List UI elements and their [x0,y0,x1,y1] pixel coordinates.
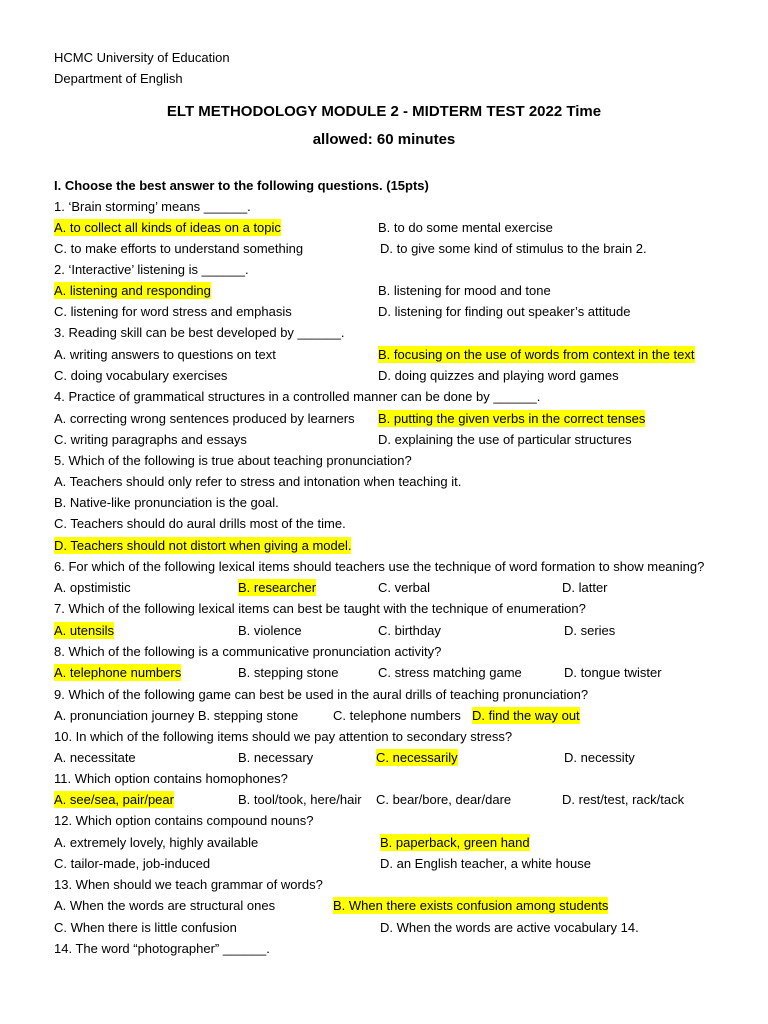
q12-option-c: C. tailor-made, job-induced [54,856,211,871]
q6-option-c: C. verbal [378,580,431,595]
q8-option-b: B. stepping stone [238,665,339,680]
q2-option-b: B. listening for mood and tone [378,283,551,298]
q3-option-b: B. focusing on the use of words from context in the text [378,347,695,362]
question-2: 2. ‘Interactive’ listening is ______. [54,262,249,277]
q13-option-b: B. When there exists confusion among students [333,898,609,913]
q1-option-d: D. to give some kind of stimulus to the brain 2. [380,241,647,256]
q8-option-a: A. telephone numbers [54,665,182,680]
q1-option-a: A. to collect all kinds of ideas on a topic [54,220,281,235]
question-6: 6. For which of the following lexical items should teachers use the technique of word formation to show meaning? [54,559,705,574]
q4-option-b: B. putting the given verbs in the correct tenses [378,411,646,426]
q5-option-b: B. Native-like pronunciation is the goal. [54,495,279,510]
test-title-line2: allowed: 60 minutes [312,131,456,148]
q5-option-c: C. Teachers should do aural drills most of the time. [54,516,346,531]
question-7: 7. Which of the following lexical items can best be taught with the technique of enumeration? [54,601,586,616]
q11-option-c: C. bear/bore, dear/dare [376,792,512,807]
q12-option-d: D. an English teacher, a white house [380,856,592,871]
q8-option-c: C. stress matching game [378,665,522,680]
q12-option-a: A. extremely lovely, highly available [54,835,259,850]
q5-option-d: D. Teachers should not distort when giving a model. [54,538,352,553]
q11-option-a: A. see/sea, pair/pear [54,792,174,807]
question-4: 4. Practice of grammatical structures in a controlled manner can be done by ______. [54,389,541,404]
q11-option-b: B. tool/took, here/hair [238,792,362,807]
q1-option-c: C. to make efforts to understand something [54,241,304,256]
q7-option-d: D. series [564,623,616,638]
q13-option-a: A. When the words are structural ones [54,898,276,913]
q6-option-a: A. opstimistic [54,580,131,595]
q5-option-a: A. Teachers should only refer to stress and intonation when teaching it. [54,474,462,489]
university-name: HCMC University of Education [54,50,230,65]
question-3: 3. Reading skill can be best developed by ______. [54,325,345,340]
q2-option-d: D. listening for finding out speaker’s attitude [378,304,631,319]
q2-option-a: A. listening and responding [54,283,211,298]
question-10: 10. In which of the following items should we pay attention to secondary stress? [54,729,513,744]
question-8: 8. Which of the following is a communicative pronunciation activity? [54,644,442,659]
test-title-line1: ELT METHODOLOGY MODULE 2 - MIDTERM TEST 2022 Time [166,103,602,120]
question-13: 13. When should we teach grammar of words? [54,877,323,892]
q10-option-b: B. necessary [238,750,314,765]
q4-option-a: A. correcting wrong sentences produced by learners [54,411,355,426]
q8-option-d: D. tongue twister [564,665,662,680]
question-11: 11. Which option contains homophones? [54,771,288,786]
q4-option-d: D. explaining the use of particular structures [378,432,632,447]
question-9: 9. Which of the following game can best be used in the aural drills of teaching pronunciation? [54,687,589,702]
q9-option-c: C. telephone numbers [333,708,461,723]
q3-option-d: D. doing quizzes and playing word games [378,368,619,383]
q3-option-a: A. writing answers to questions on text [54,347,276,362]
question-14: 14. The word “photographer” ______. [54,941,270,956]
q10-option-c: C. necessarily [376,750,458,765]
q11-option-d: D. rest/test, rack/tack [562,792,685,807]
q7-option-a: A. utensils [54,623,114,638]
q13-option-c: C. When there is little confusion [54,920,237,935]
q10-option-d: D. necessity [564,750,635,765]
question-1: 1. ‘Brain storming’ means ______. [54,199,251,214]
q9-options-a-b: A. pronunciation journey B. stepping stone [54,708,299,723]
q6-option-d: D. latter [562,580,608,595]
question-12: 12. Which option contains compound nouns? [54,813,314,828]
q7-option-b: B. violence [238,623,302,638]
q9-option-d: D. find the way out [472,708,580,723]
q6-option-b: B. researcher [238,580,317,595]
q2-option-c: C. listening for word stress and emphasis [54,304,292,319]
q12-option-b: B. paperback, green hand [380,835,530,850]
q7-option-c: C. birthday [378,623,441,638]
q10-option-a: A. necessitate [54,750,136,765]
q13-option-d: D. When the words are active vocabulary 14. [380,920,639,935]
q3-option-c: C. doing vocabulary exercises [54,368,228,383]
question-5: 5. Which of the following is true about teaching pronunciation? [54,453,412,468]
q4-option-c: C. writing paragraphs and essays [54,432,247,447]
department-name: Department of English [54,71,183,86]
q1-option-b: B. to do some mental exercise [378,220,553,235]
section-heading: I. Choose the best answer to the following questions. (15pts) [54,178,429,193]
